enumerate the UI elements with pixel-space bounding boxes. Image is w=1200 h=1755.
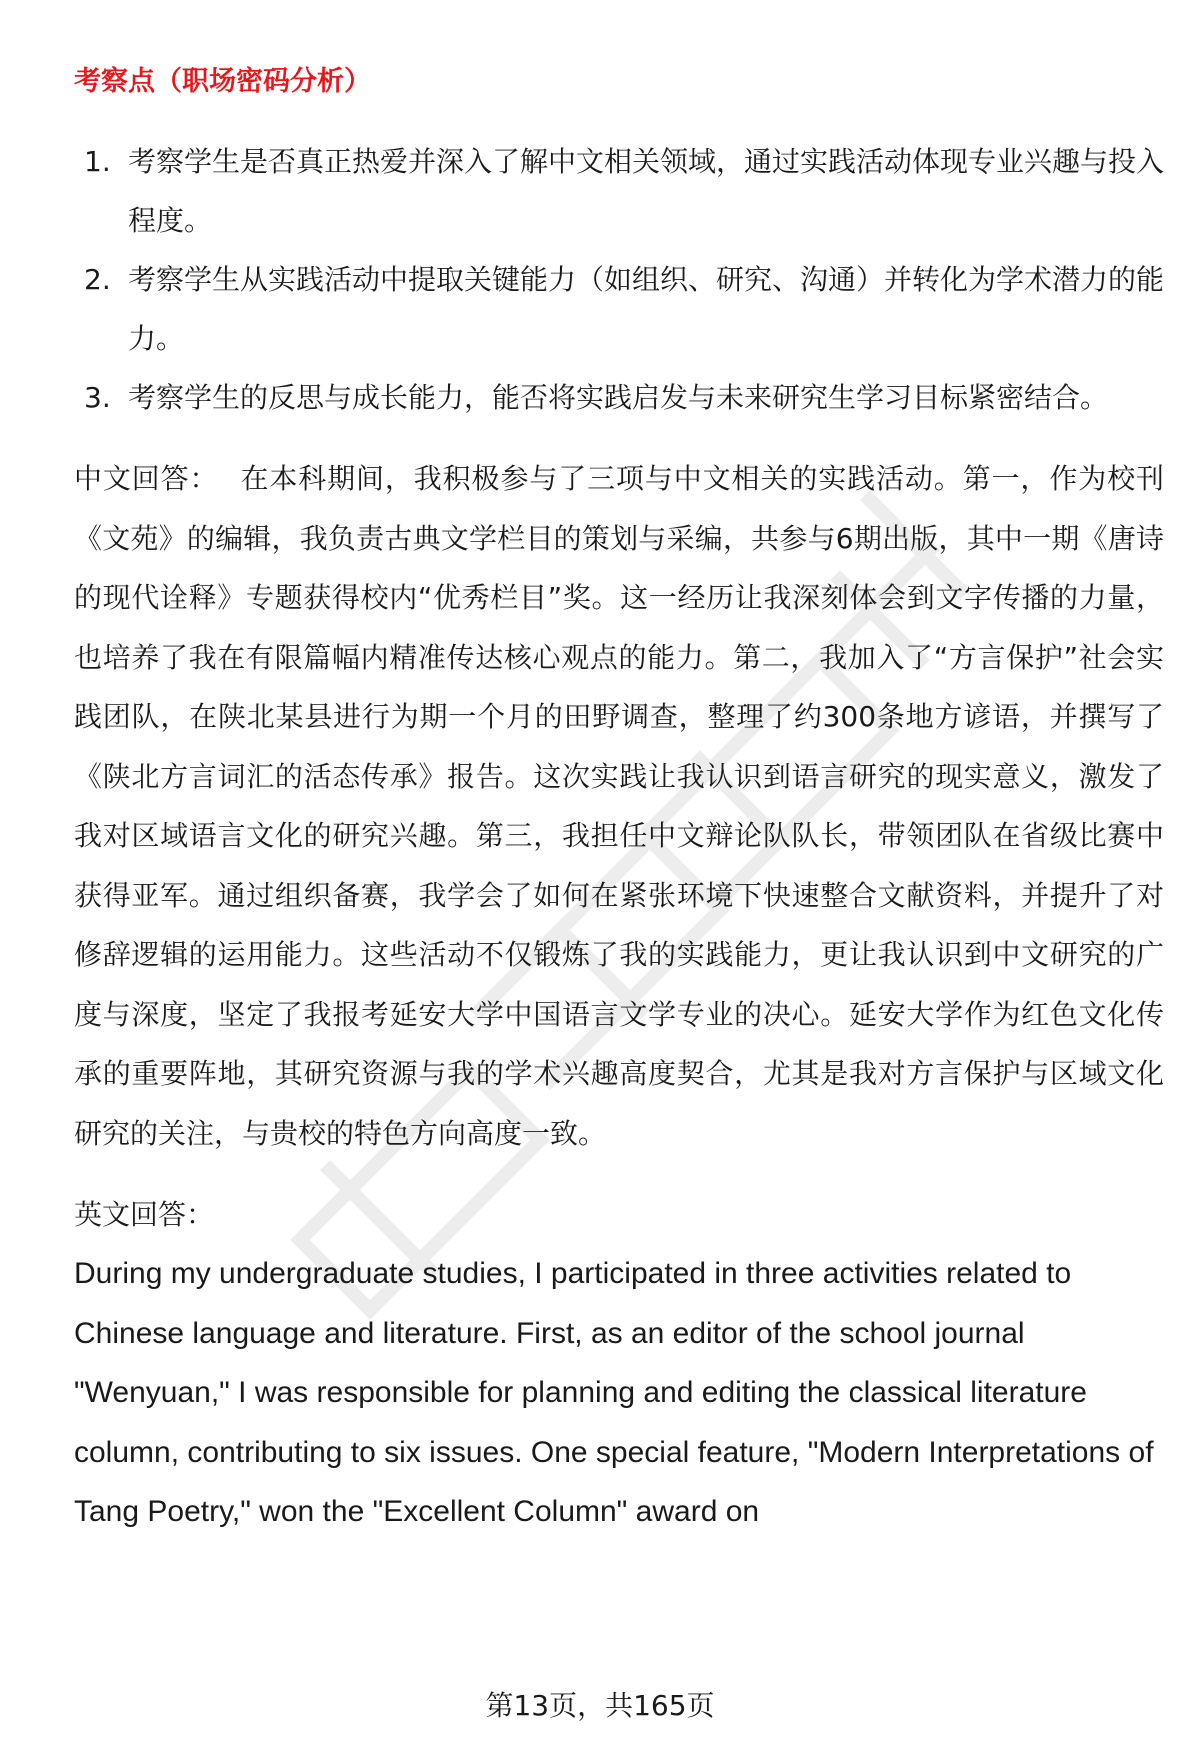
list-item [74, 368, 1164, 427]
document-page [74, 50, 1164, 1542]
list-number: 3. [84, 381, 111, 414]
list-text: 考察学生从实践活动中提取关键能力（如组织、研究、沟通）并转化为学术潜力的能力。 [128, 263, 1165, 355]
page-footer: 第13页，共165页 [485, 1689, 715, 1722]
chinese-answer [74, 449, 1164, 1163]
list-number: 1. [84, 145, 111, 178]
list-item [74, 132, 1164, 250]
english-answer-label: 英文回答： [74, 1198, 215, 1231]
section-heading: 考察点（职场密码分析） [74, 66, 371, 97]
list-number: 2. [84, 263, 111, 296]
list-item [74, 250, 1164, 368]
list-text: 考察学生是否真正热爱并深入了解中文相关领域，通过实践活动体现专业兴趣与投入程度。 [128, 145, 1165, 237]
exam-points-list [74, 132, 1164, 427]
chinese-answer-label: 中文回答： [74, 462, 219, 495]
chinese-answer-text: 在本科期间，我积极参与了三项与中文相关的实践活动。第一，作为校刊《文苑》的编辑，我负责古典文学栏目的策划与采编，共参与6期出版，其中一期《唐诗的现代诠释》专题获得校内“优秀栏目”奖。这一经历让我深刻体会到文字传播的力量，也培养了我在有限篇幅内精准传达核心观点的能力。第二，我加入了“方言保护”社会实践团队，在陕北某县进行为期一个月的田野调查，整理了约300条地方谚语，并撰写了《陕北方言词汇的活态传承》报告。这次实践让我认识到语言研究的现实意义，激发了我对区域语言文化的研究兴趣。第三，我担任中文辩论队队长，带领团队在省级比赛中获得亚军。通过组织备赛，我学会了如何在紧张环境下快速整合文献资料，并提升了对修辞逻辑的运用能力。这些活动不仅锻炼了我的实践能力，更让我认识到中文研究的广度与深度，坚定了我报考延安大学中国语言文学专业的决心。延安大学作为红色文化传承的重要阵地，其研究资源与我的学术兴趣高度契合，尤其是我对方言保护与区域文化研究的关注，与贵校的特色方向高度一致。 [74, 462, 1164, 1150]
english-answer-text: During my undergraduate studies, I participated in three activities related to Chinese language and literature. First, as an editor of the school journal "Wenyuan," I was responsible for planning and editing the classical literature column, contributing to six issues. One special feature, "Modern Interpretations of Tang Poetry," won the "Excellent Column" award on [74, 1257, 1154, 1528]
list-text: 考察学生的反思与成长能力，能否将实践启发与未来研究生学习目标紧密结合。 [128, 381, 1109, 414]
